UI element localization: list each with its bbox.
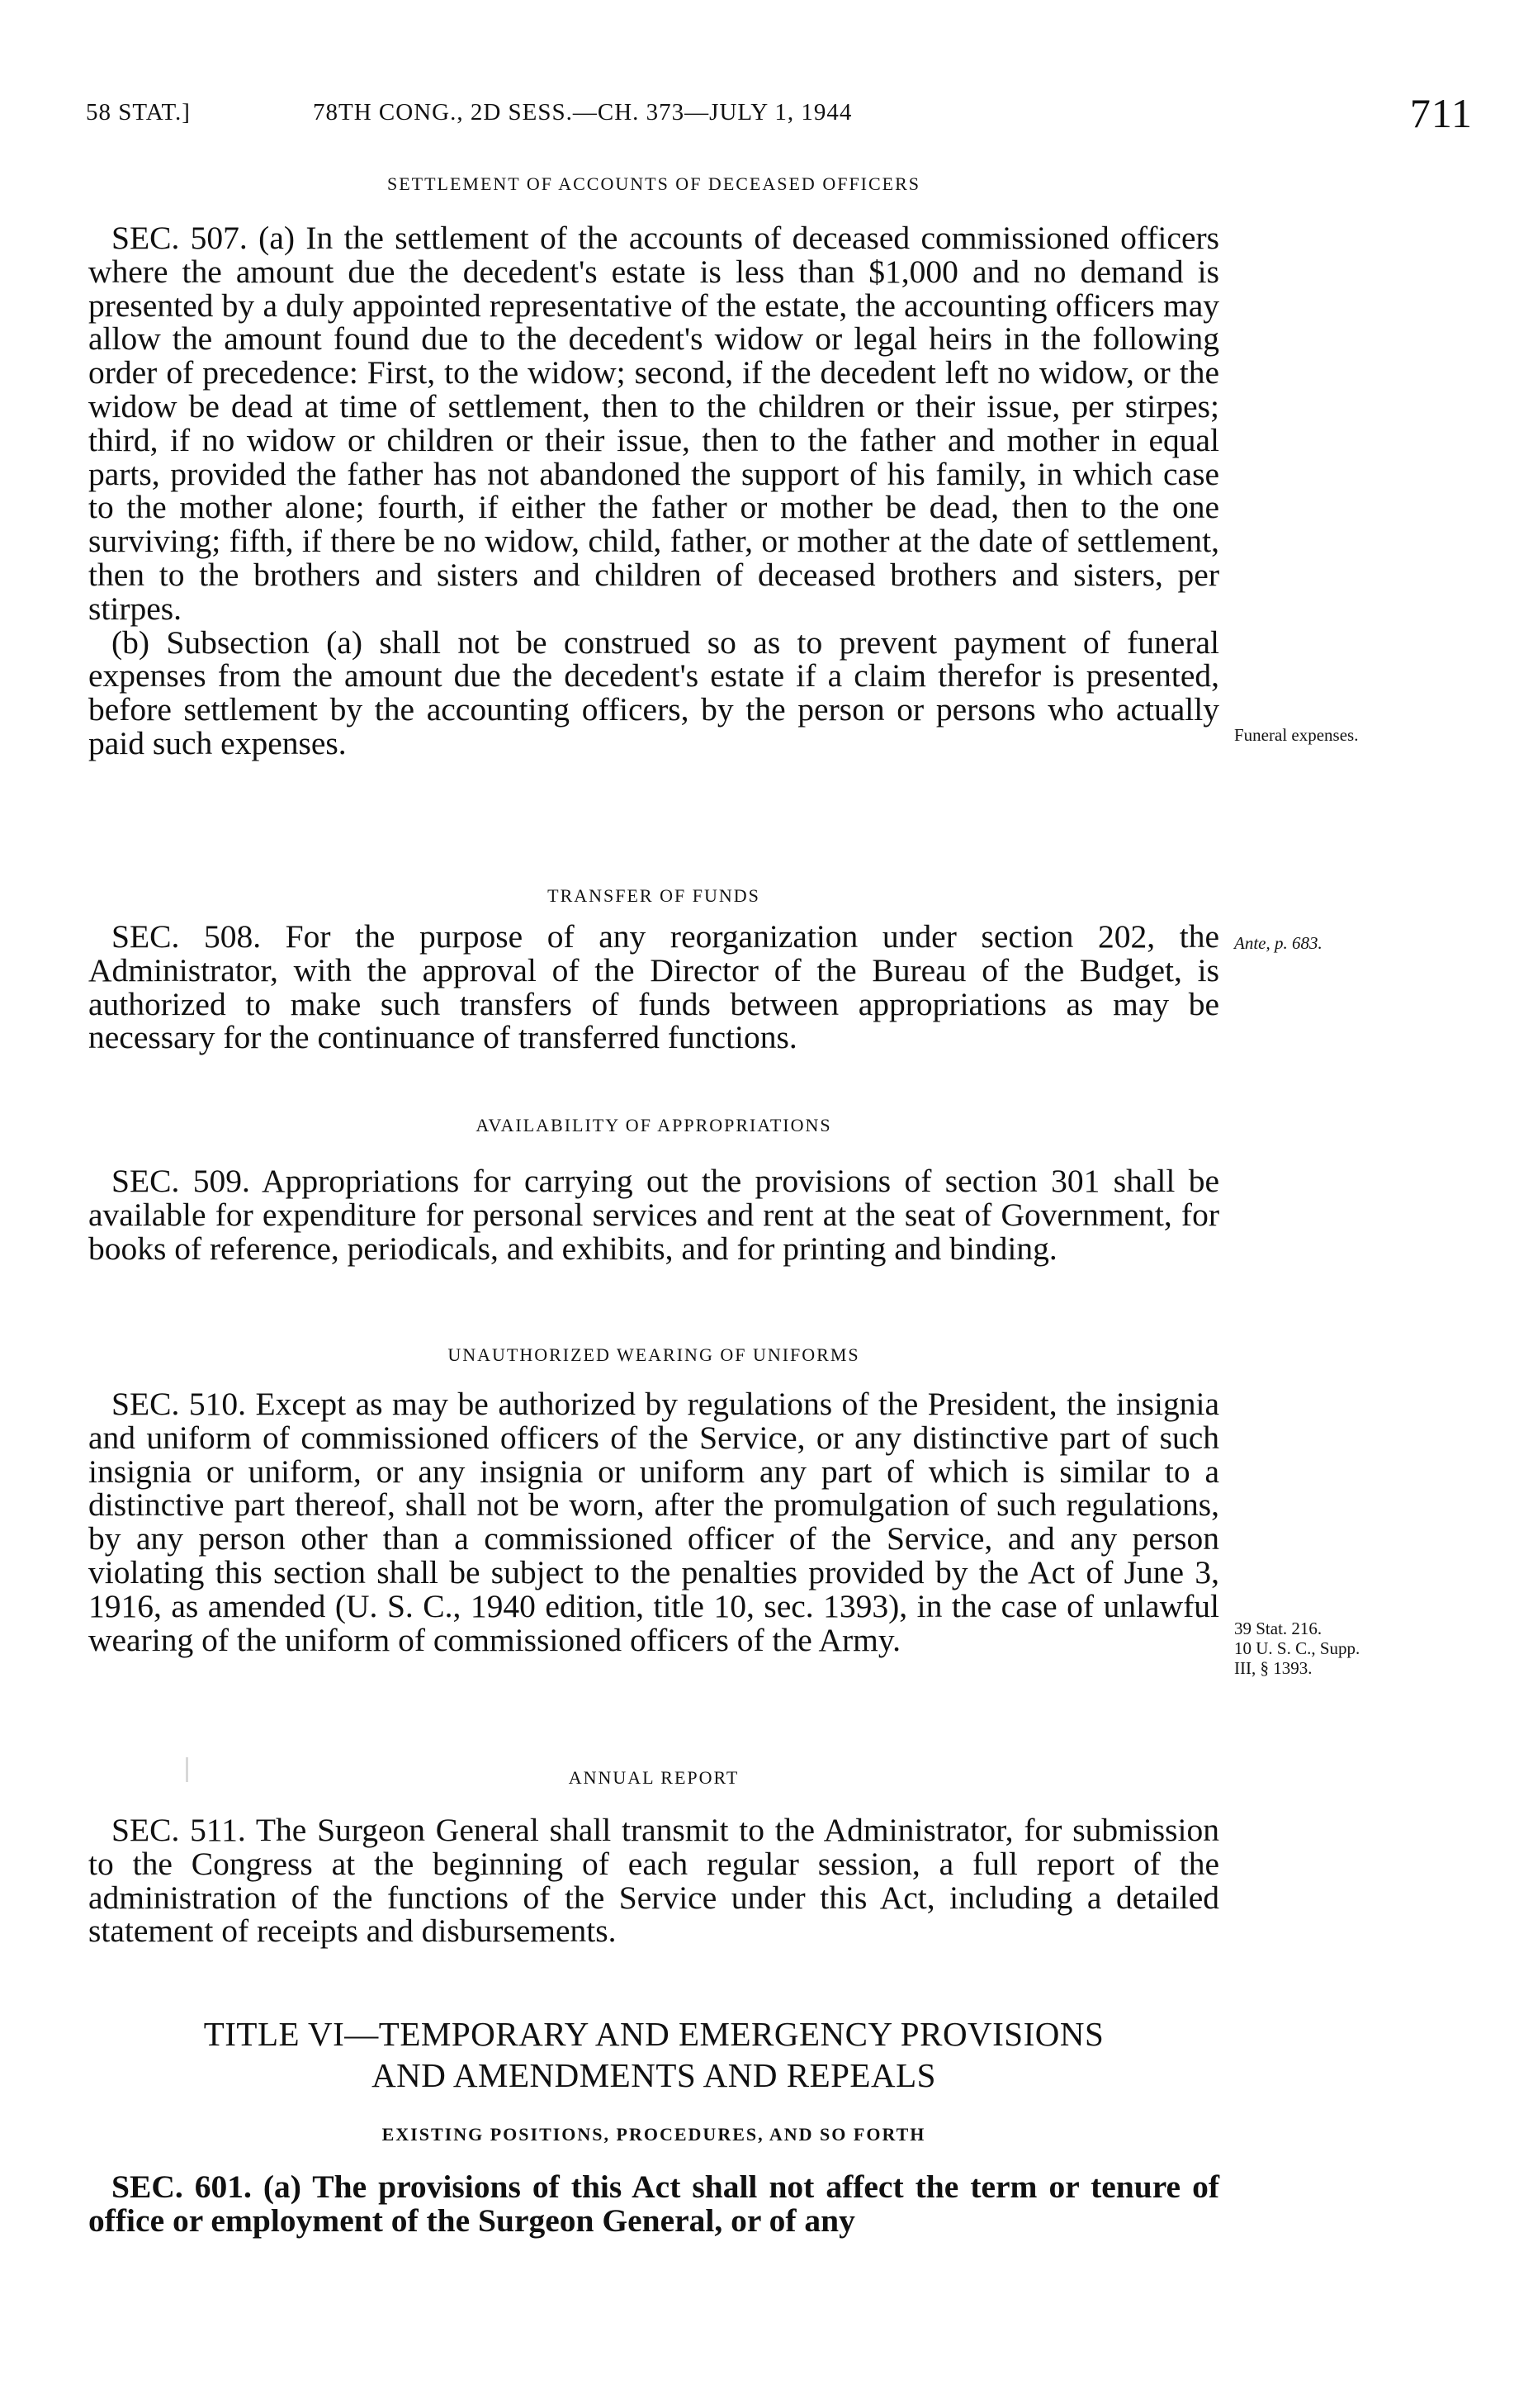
section-510 [88, 1344, 1219, 1366]
section-508-body [88, 920, 1219, 1055]
title-vi-subheading [88, 2124, 1219, 2145]
section-paragraph: SEC. 601. (a) The provisions of this Act shall not affect the term or tenure of office or employment of the Surgeon General, or of any [88, 2169, 1219, 2239]
section-511-body [88, 1813, 1219, 1948]
section-509 [88, 1115, 1219, 1136]
session-chapter-date: 78TH CONG., 2D SESS.—CH. 373—JULY 1, 1944 [313, 99, 853, 126]
section-601-body [88, 2170, 1219, 2238]
margin-note-funeral: Funeral expenses. [1234, 725, 1359, 745]
section-511 [88, 1767, 1219, 1789]
citation-line: III, § 1393. [1234, 1658, 1313, 1678]
section-507 [88, 173, 1219, 195]
section-paragraph: SEC. 511. The Surgeon General shall transmit to the Administrator, for submission to the Congress at the beginning of each regular session, a full report of the administration of the functions of the Service under this Act, including a detailed statement of receipts and disbursements. [88, 1812, 1219, 1950]
section-507-body [88, 221, 1219, 761]
section-508 [88, 885, 1219, 907]
title-vi [88, 2013, 1219, 2096]
section-paragraph: SEC. 507. (a) In the settlement of the accounts of deceased commissioned officers where the amount due the decedent's estate is less than $1,000 and no demand is presented by a duly appointed representative of the estate, the accounting officers may allow the amount found due to the decedent's widow or legal heirs in the following order of precedence: First, to the widow; second, if the decedent left no widow, or the widow be dead at time of settlement, then to the children or their issue, per stirpes; third, if no widow or children or their issue, then to the father and mother in equal parts, provided the father has not abandoned the support of his family, in which case to the mother alone; fourth, if either the father or mother be dead, then to the one surviving; fifth, if there be no widow, child, father, or mother at the date of settlement, then to the brothers and sisters and children of deceased brothers and sisters, per stirpes. [88, 220, 1219, 627]
running-head [86, 89, 1473, 142]
section-paragraph: (b) Subsection (a) shall not be construed so as to prevent payment of funeral expenses from the amount due the decedent's estate if a claim therefor is presented, before settlement by the accounting officers, by the person or persons who actually paid such expenses. [88, 623, 1219, 761]
section-heading: UNAUTHORIZED WEARING OF UNIFORMS [447, 1344, 860, 1365]
title-vi-line-1: TITLE VI—TEMPORARY AND EMERGENCY PROVISIONS [203, 2015, 1105, 2053]
section-509-body [88, 1164, 1219, 1265]
section-heading: SETTLEMENT OF ACCOUNTS OF DECEASED OFFICERS [386, 173, 921, 194]
section-heading: ANNUAL REPORT [568, 1767, 740, 1788]
title-vi-line-2: AND AMENDMENTS AND REPEALS [371, 2056, 936, 2094]
section-heading: AVAILABILITY OF APPROPRIATIONS [476, 1115, 832, 1135]
citation-line: 39 Stat. 216. [1234, 1619, 1322, 1638]
margin-note-citation [1234, 1619, 1482, 1678]
citation-line: 10 U. S. C., Supp. [1234, 1638, 1360, 1658]
section-heading: TRANSFER OF FUNDS [547, 885, 760, 906]
section-paragraph: SEC. 508. For the purpose of any reorganization under section 202, the Administrator, with the approval of the Director of the Bureau of the Budget, is authorized to make such transfers of funds between appropriations as may be necessary for the continuance of transferred functions. [88, 918, 1219, 1056]
statute-volume: 58 STAT.] [86, 99, 191, 126]
section-heading: EXISTING POSITIONS, PROCEDURES, AND SO FORTH [381, 2124, 926, 2145]
page-number: 711 [1409, 90, 1473, 136]
margin-note-ante: Ante, p. 683. [1234, 933, 1322, 953]
section-paragraph: SEC. 509. Appropriations for carrying out the provisions of section 301 shall be available for expenditure for personal services and rent at the seat of Government, for books of reference, periodicals, and exhibits, and for printing and binding. [88, 1163, 1219, 1267]
section-510-body [88, 1387, 1219, 1657]
section-paragraph: SEC. 510. Except as may be authorized by regulations of the President, the insignia and uniform of commissioned officers of the Service, or any distinctive part of such insignia or uniform, or any insignia or uniform any part of which is similar to a distinctive part thereof, shall not be worn, after the promulgation of such regulations, by any person other than a commissioned officer of the Service, and any person violating this section shall be subject to the penalties provided by the Act of June 3, 1916, as amended (U. S. C., 1940 edition, title 10, sec. 1393), in the case of unlawful wearing of the uniform of commissioned officers of the Army. [88, 1386, 1219, 1658]
